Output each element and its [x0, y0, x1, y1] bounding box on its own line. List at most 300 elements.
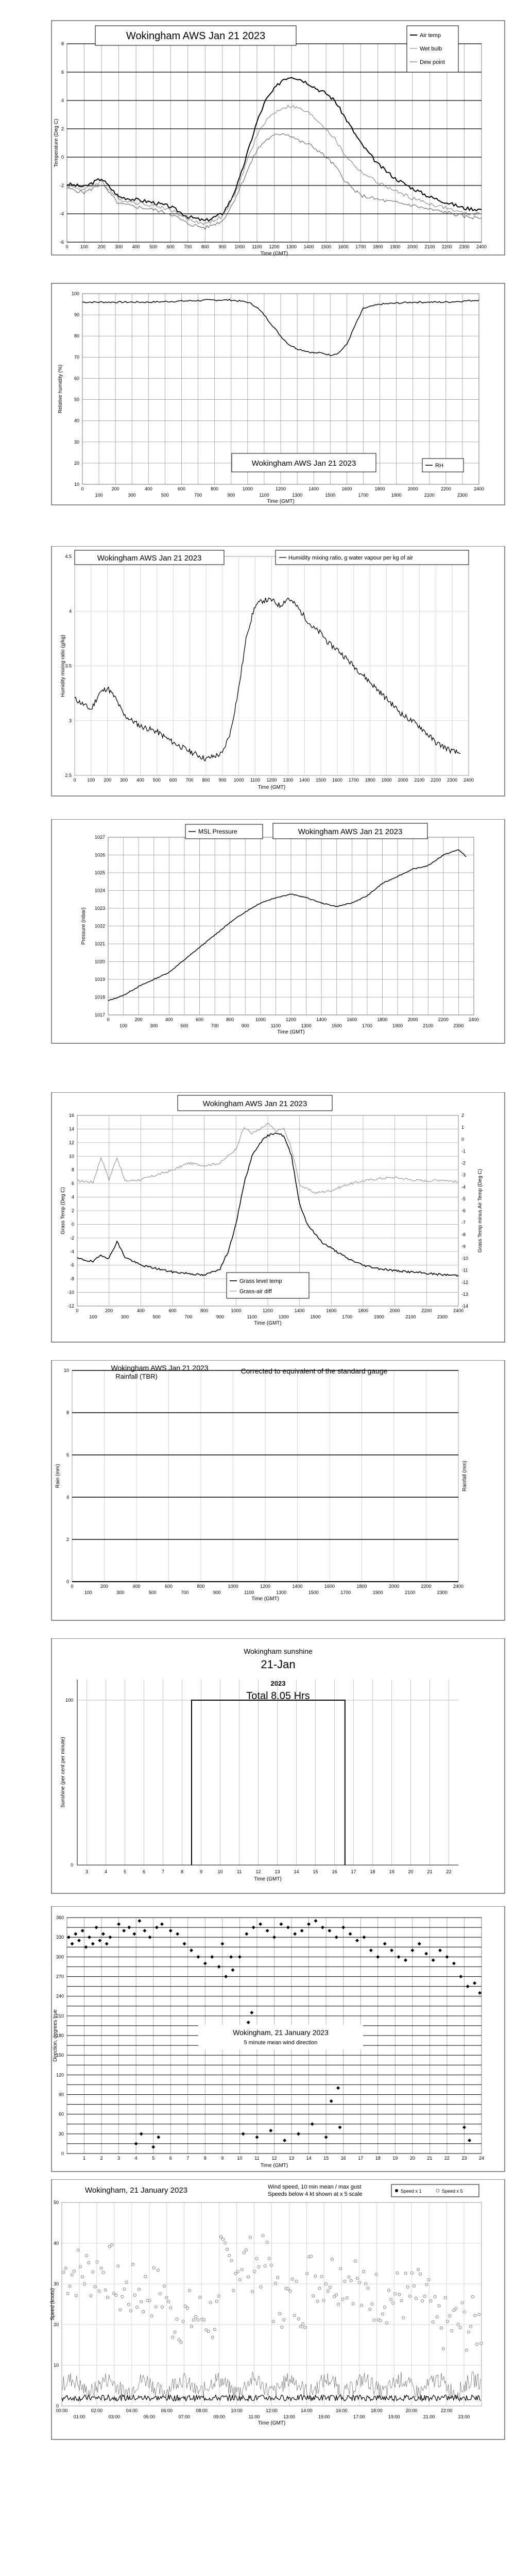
gust-point [262, 2234, 264, 2237]
gust-point [207, 2330, 210, 2333]
x-tick-label: 1700 [348, 777, 359, 783]
x-tick-label: 2100 [405, 1314, 416, 1319]
x-axis-label: Time (GMT) [277, 1029, 305, 1035]
pressure-chart-panel [0, 819, 515, 1046]
x-tick-label: 19:00 [388, 2414, 400, 2419]
x-tick-label: 100 [80, 244, 89, 249]
gust-point [419, 2273, 422, 2275]
legend-label: Dew point [420, 59, 445, 65]
x-tick-label: 1200 [262, 1308, 273, 1313]
x-tick-label: 0 [65, 244, 68, 249]
x-tick-label: 2300 [437, 1590, 448, 1595]
gust-point [476, 2343, 478, 2346]
x-tick-label: 2300 [437, 1314, 448, 1319]
chart-title: Wokingham sunshine [244, 1647, 313, 1655]
legend-label: RH [435, 463, 443, 469]
x-tick-label: 1500 [308, 1590, 319, 1595]
chart-subtitle: 21-Jan [261, 1658, 296, 1671]
y-tick-label: 0 [66, 1579, 69, 1584]
gust-point [138, 2288, 141, 2291]
gust-point [117, 2265, 119, 2267]
x-tick-label: 500 [152, 1314, 161, 1319]
x-tick-label: 1800 [356, 1584, 367, 1589]
x-tick-label: 2300 [447, 777, 458, 783]
gust-point [480, 2342, 483, 2345]
y-tick-label: -6 [70, 1262, 74, 1268]
chart-total: Total 8.05 Hrs [246, 1690, 310, 1702]
y-tick-label: 360 [56, 1915, 64, 1920]
x-tick-label: 22 [446, 1869, 452, 1874]
gust-point [365, 2282, 367, 2285]
x-axis-label: Time (GMT) [260, 2163, 288, 2168]
gust-point [410, 2272, 413, 2274]
y-tick-label: 16 [68, 1113, 74, 1118]
x-tick-label: 1300 [301, 1023, 312, 1028]
gust-point [301, 2323, 304, 2325]
y-tick-label: -2 [59, 183, 64, 188]
x-tick-label: 6 [142, 1869, 146, 1874]
x-tick-label: 2100 [424, 244, 435, 249]
gust-point [125, 2281, 128, 2283]
x-axis-label: Time (GMT) [258, 2420, 286, 2426]
gust-point [85, 2255, 88, 2257]
gust-point [279, 2312, 281, 2315]
chart-title: Wokingham, 21 January 2023 [233, 2028, 329, 2037]
gust-point [387, 2289, 390, 2292]
gust-point [291, 2278, 294, 2280]
grass-temp-chart-panel [0, 1092, 515, 1345]
legend-label: Humidity mixing ratio, g water vapour per kg of air [288, 555, 414, 561]
gust-point [346, 2297, 348, 2299]
x-tick-label: 0 [76, 1308, 79, 1313]
y-tick-label: 50 [74, 397, 79, 402]
x-tick-label: 400 [165, 1017, 173, 1022]
chart-title: Wokingham AWS Jan 21 2023 [298, 827, 403, 836]
y-tick-label: 1020 [94, 959, 105, 964]
gust-point [190, 2325, 193, 2328]
y-tick-label: 14 [68, 1126, 74, 1132]
y-tick-label: 330 [56, 1935, 64, 1940]
x-tick-label: 200 [100, 1584, 109, 1589]
x-tick-label: 1500 [321, 244, 332, 249]
gust-point [322, 2299, 325, 2302]
y-tick-label: 240 [56, 1993, 64, 1999]
mixing-ratio-chart [0, 546, 515, 799]
x-tick-label: 1100 [250, 777, 261, 783]
x-tick-label: 600 [164, 1584, 173, 1589]
temperature-chart [0, 15, 515, 258]
x-tick-label: 10:00 [231, 2408, 243, 2413]
gust-point [331, 2258, 333, 2261]
x-tick-label: 1700 [362, 1023, 372, 1028]
x-tick-label: 10 [217, 1869, 223, 1874]
gust-point [421, 2299, 424, 2302]
x-tick-label: 1000 [242, 486, 253, 492]
y-tick-label: 2 [71, 1208, 74, 1213]
gust-point [174, 2331, 176, 2333]
gust-point [295, 2280, 298, 2282]
x-tick-label: 1800 [365, 777, 375, 783]
y2-tick-label: -14 [461, 1303, 469, 1309]
gust-point [444, 2296, 447, 2299]
x-tick-label: 00:00 [56, 2408, 68, 2413]
x-tick-label: 1000 [255, 1017, 266, 1022]
x-axis-label: Time (GMT) [254, 1320, 282, 1326]
gust-point [268, 2257, 270, 2260]
x-tick-label: 400 [144, 486, 152, 492]
gust-point [129, 2310, 132, 2312]
x-tick-label: 23 [461, 2156, 467, 2161]
gust-point [157, 2269, 159, 2272]
x-tick-label: 6 [169, 2156, 172, 2161]
x-tick-label: 700 [185, 777, 194, 783]
temperature-chart-panel [0, 15, 515, 258]
y-tick-label: 90 [74, 312, 79, 318]
x-tick-label: 1200 [275, 486, 286, 492]
y-tick-label: 6 [66, 1452, 69, 1458]
y-tick-label: -8 [70, 1276, 74, 1282]
x-axis-label: Time (GMT) [258, 785, 286, 790]
y-tick-label: 30 [53, 2281, 59, 2286]
gust-point [159, 2292, 161, 2295]
x-tick-label: 11:00 [248, 2414, 260, 2419]
y-tick-label: 30 [58, 2131, 64, 2137]
x-tick-label: 2300 [459, 244, 470, 249]
x-tick-label: 18:00 [370, 2408, 383, 2413]
x-tick-label: 8 [203, 2156, 207, 2161]
y-tick-label: 6 [61, 70, 64, 75]
sunshine-chart-panel [0, 1638, 515, 1896]
x-tick-label: 1300 [276, 1590, 287, 1595]
gust-point [398, 2293, 401, 2296]
x-tick-label: 1700 [340, 1590, 351, 1595]
x-tick-label: 200 [97, 244, 106, 249]
x-tick-label: 1400 [316, 1017, 327, 1022]
gust-point [209, 2301, 212, 2304]
x-tick-label: 1700 [342, 1314, 353, 1319]
gust-point [88, 2261, 90, 2264]
gust-point [270, 2264, 272, 2266]
x-tick-label: 1600 [347, 1017, 357, 1022]
legend-marker-icon [436, 2189, 439, 2192]
gust-point [337, 2303, 340, 2306]
y2-tick-label: -10 [461, 1256, 469, 1261]
x-tick-label: 2100 [405, 1590, 416, 1595]
gust-point [404, 2272, 407, 2275]
gust-point [131, 2263, 134, 2266]
x-tick-label: 2400 [463, 777, 474, 783]
x-tick-label: 900 [227, 493, 235, 498]
y-tick-label: 10 [53, 2363, 59, 2368]
gust-point [310, 2255, 313, 2258]
gust-point [260, 2285, 262, 2288]
gust-point [71, 2274, 73, 2276]
chart-title: Wokingham AWS Jan 21 2023 [202, 1099, 307, 1108]
y-tick-label: 1023 [94, 906, 105, 911]
gust-point [335, 2294, 338, 2296]
y-axis-label: Temperature (Deg C) [54, 118, 59, 167]
gust-point [226, 2248, 229, 2251]
gust-point [154, 2306, 157, 2308]
x-tick-label: 1900 [392, 1023, 403, 1028]
x-tick-label: 900 [241, 1023, 249, 1028]
x-tick-label: 600 [168, 1308, 177, 1313]
gust-point [461, 2301, 464, 2304]
gust-point [192, 2318, 195, 2321]
y-tick-label: 12 [68, 1140, 74, 1145]
gust-point [264, 2265, 266, 2267]
y-tick-label: 4 [66, 1495, 69, 1500]
y-tick-label: -10 [67, 1290, 74, 1295]
gust-point [232, 2290, 235, 2292]
gust-point [474, 2314, 476, 2317]
y-axis-label: Direction, degrees true [53, 2009, 58, 2062]
gust-point [241, 2268, 243, 2271]
x-tick-label: 3 [117, 2156, 121, 2161]
gust-point [451, 2329, 453, 2332]
gust-point [423, 2295, 426, 2297]
y-axis-label: Rain (mm) [55, 1464, 61, 1488]
gust-point [90, 2295, 92, 2297]
x-tick-label: 2200 [441, 244, 452, 249]
gust-point [68, 2285, 71, 2287]
y-tick-label: 0 [61, 155, 64, 160]
x-tick-label: 700 [184, 1314, 193, 1319]
y-tick-label: 1026 [94, 852, 105, 858]
sunshine-chart [0, 1638, 515, 1896]
x-tick-label: 800 [200, 1308, 209, 1313]
gust-point [135, 2306, 138, 2309]
gust-point [102, 2271, 105, 2274]
gust-point [144, 2275, 147, 2278]
gust-point [251, 2290, 254, 2293]
x-tick-label: 08:00 [196, 2408, 208, 2413]
x-tick-label: 500 [149, 244, 158, 249]
x-tick-label: 16 [340, 2156, 346, 2161]
gust-point [163, 2285, 165, 2287]
x-tick-label: 16 [332, 1869, 337, 1874]
gust-point [436, 2316, 438, 2318]
y2-tick-label: 1 [461, 1125, 465, 1130]
gust-point [369, 2308, 371, 2311]
gust-point [171, 2336, 174, 2338]
gust-point [236, 2270, 239, 2273]
x-tick-label: 9 [221, 2156, 224, 2161]
y2-tick-label: -13 [461, 1291, 469, 1297]
gust-point [161, 2306, 163, 2308]
gust-point [148, 2299, 151, 2302]
x-tick-label: 1400 [308, 486, 319, 492]
mixing-ratio-chart-panel [0, 546, 515, 799]
chart-title: Wokingham AWS Jan 21 2023 [126, 30, 266, 42]
x-tick-label: 900 [216, 1314, 225, 1319]
x-tick-label: 22 [444, 2156, 450, 2161]
x-tick-label: 2000 [407, 244, 418, 249]
y-tick-label: 3 [68, 718, 72, 723]
gust-point [465, 2349, 468, 2351]
x-tick-label: 1500 [316, 777, 327, 783]
x-tick-label: 2000 [389, 1308, 400, 1313]
x-tick-label: 900 [218, 244, 227, 249]
gust-point [293, 2314, 296, 2317]
x-tick-label: 1500 [325, 493, 336, 498]
gust-point [119, 2309, 122, 2311]
x-tick-label: 15:00 [318, 2414, 330, 2419]
y-tick-label: 8 [66, 1410, 69, 1415]
x-tick-label: 1000 [231, 1308, 242, 1313]
x-tick-label: 2200 [421, 1584, 432, 1589]
x-tick-label: 2300 [453, 1023, 464, 1028]
x-tick-label: 1 [83, 2156, 86, 2161]
x-tick-label: 2400 [453, 1308, 464, 1313]
gust-point [367, 2287, 369, 2290]
gust-point [438, 2304, 440, 2307]
x-tick-label: 300 [120, 777, 128, 783]
gust-point [478, 2313, 480, 2316]
x-tick-label: 8 [180, 1869, 184, 1874]
x-tick-label: 800 [202, 777, 210, 783]
x-tick-label: 400 [132, 244, 140, 249]
gust-point [312, 2295, 315, 2297]
x-tick-label: 10 [237, 2156, 243, 2161]
gust-point [390, 2298, 392, 2301]
x-tick-label: 500 [180, 1023, 188, 1028]
x-tick-label: 100 [84, 1590, 92, 1595]
x-tick-label: 7 [161, 1869, 165, 1874]
x-tick-label: 13 [274, 1869, 280, 1874]
y-tick-label: 270 [56, 1974, 64, 1979]
x-tick-label: 2000 [398, 777, 408, 783]
gust-point [176, 2318, 178, 2320]
gust-point [62, 2271, 65, 2274]
wind-direction-chart-panel [0, 1906, 515, 2174]
x-tick-label: 17 [351, 1869, 356, 1874]
y-tick-label: 2 [66, 1537, 69, 1542]
x-tick-label: 400 [136, 1308, 145, 1313]
x-tick-label: 1400 [294, 1308, 305, 1313]
gust-point [152, 2266, 155, 2269]
y-axis-label: Pressure (mbar) [81, 907, 87, 945]
x-tick-label: 2200 [431, 777, 441, 783]
y-tick-label: 0 [56, 2403, 59, 2409]
x-tick-label: 600 [177, 486, 186, 492]
gust-point [306, 2273, 308, 2275]
gust-point [413, 2284, 415, 2287]
gust-point [266, 2241, 268, 2244]
gust-point [217, 2295, 220, 2297]
gust-point [104, 2289, 107, 2292]
y2-tick-label: -4 [461, 1184, 466, 1190]
x-tick-label: 200 [105, 1308, 113, 1313]
y-tick-label: 1019 [94, 977, 105, 982]
y-tick-label: 30 [74, 439, 79, 445]
x-tick-label: 4 [104, 1869, 108, 1874]
y-tick-label: 4 [71, 1194, 74, 1200]
gust-point [449, 2315, 451, 2317]
y-tick-label: 0 [70, 1862, 73, 1868]
x-tick-label: 1000 [234, 244, 245, 249]
x-tick-label: 2100 [423, 1023, 434, 1028]
x-tick-label: 05:00 [143, 2414, 156, 2419]
x-tick-label: 22:00 [440, 2408, 453, 2413]
y-tick-label: -4 [59, 211, 64, 216]
humidity-chart-panel [0, 278, 515, 510]
chart-year: 2023 [270, 1680, 286, 1687]
y-tick-label: 1017 [94, 1012, 105, 1018]
x-tick-label: 19 [389, 1869, 394, 1874]
y-tick-label: 10 [74, 482, 79, 487]
x-tick-label: 1400 [299, 777, 310, 783]
x-tick-label: 06:00 [161, 2408, 173, 2413]
gust-point [96, 2261, 98, 2263]
chart-title: Wokingham AWS Jan 21 2023 [97, 554, 202, 563]
wind-speed-chart [0, 2179, 515, 2442]
x-tick-label: 100 [119, 1023, 128, 1028]
gust-point [320, 2275, 323, 2278]
y-tick-label: 0 [71, 1222, 74, 1227]
gust-point [98, 2290, 100, 2293]
x-tick-label: 14:00 [301, 2408, 313, 2413]
rainfall-chart [0, 1360, 515, 1623]
x-tick-label: 1000 [228, 1584, 238, 1589]
chart-title: Wokingham AWS Jan 21 2023 [111, 1364, 209, 1372]
gust-point [75, 2294, 77, 2297]
gust-point [371, 2303, 373, 2306]
x-tick-label: 3 [85, 1869, 89, 1874]
x-tick-label: 13:00 [283, 2414, 295, 2419]
y2-tick-label: -7 [461, 1220, 466, 1226]
x-tick-label: 1300 [278, 1314, 289, 1319]
y-tick-label: -4 [70, 1249, 74, 1255]
x-tick-label: 2000 [388, 1584, 400, 1589]
gust-point [442, 2347, 444, 2350]
y-tick-label: 3.5 [65, 663, 72, 669]
y-tick-label: 300 [56, 1954, 64, 1960]
x-tick-label: 2200 [440, 486, 451, 492]
x-tick-label: 1400 [303, 244, 314, 249]
y-tick-label: 120 [56, 2072, 64, 2078]
y-tick-label: 8 [71, 1167, 74, 1173]
x-tick-label: 09:00 [213, 2414, 225, 2419]
gust-point [415, 2297, 417, 2300]
x-tick-label: 2400 [468, 1017, 479, 1022]
x-tick-label: 2 [100, 2156, 103, 2161]
x-tick-label: 100 [95, 493, 103, 498]
x-tick-label: 100 [87, 777, 95, 783]
x-tick-label: 1900 [391, 493, 402, 498]
gust-point [230, 2259, 233, 2262]
y-tick-label: 10 [68, 1154, 74, 1159]
x-tick-label: 100 [89, 1314, 97, 1319]
y-tick-label: 8 [61, 41, 64, 46]
gust-point [459, 2327, 461, 2329]
x-tick-label: 2200 [438, 1017, 449, 1022]
x-tick-label: 2000 [407, 486, 418, 492]
y2-tick-label: -9 [461, 1244, 466, 1249]
x-tick-label: 5 [123, 1869, 127, 1874]
y2-tick-label: -5 [461, 1196, 466, 1201]
x-tick-label: 1600 [341, 486, 352, 492]
gust-point [467, 2331, 470, 2333]
x-tick-label: 1800 [357, 1308, 369, 1313]
x-tick-label: 1400 [292, 1584, 303, 1589]
y-axis-label: Grass Temp (Deg C) [60, 1187, 66, 1234]
gust-point [188, 2289, 191, 2292]
x-tick-label: 300 [121, 1314, 129, 1319]
y-tick-label: 40 [74, 418, 79, 423]
y2-tick-label: 0 [461, 1137, 465, 1142]
x-tick-label: 4 [134, 2156, 138, 2161]
